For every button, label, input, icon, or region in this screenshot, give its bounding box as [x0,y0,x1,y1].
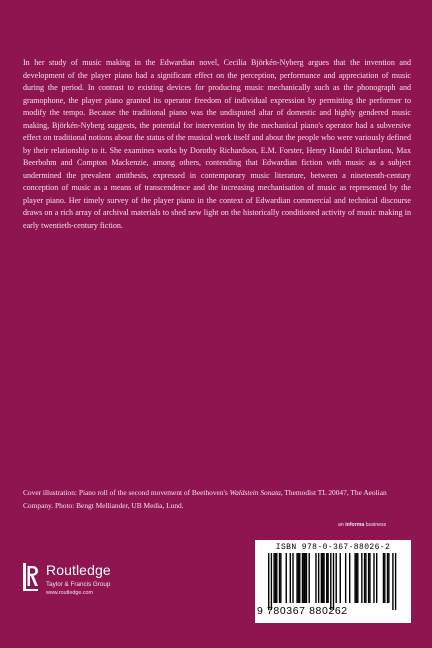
caption-work-title: Waldstein Sonata [229,488,281,497]
book-description: In her study of music making in the Edwardian novel, Cecilia Björkén-Nyberg argues that the invention and development of the player piano had a significant effect on the perception, performance and appreciation of music during the period. In contrast to existing devices for producing music mechanically such as the phonograph and gramophone, the player piano granted its operator freedom of individual expression by permitting the performer to modify the tempo. Because the traditional piano was the undisputed altar of domestic and highly gendered music making, Björkén-Nyberg suggests, the potential for intervention by the mechanical piano's operator had a subversive effect on traditional notions about the status of the musical work itself and about the people who were variously defined by their relationship to it. She examines works by Dorothy Richardson, E.M. Forster, Henry Handel Richardson, Max Beerbohm and Compton Mackenzie, among others, contending that Edwardian fiction with music as a subject undermined the prevalent antithesis, expressed in contemporary music literature, between a nineteenth-century conception of music as a means of transcendence and the increasing mechanisation of music as represented by the player piano. Her timely survey of the player piano in the context of Edwardian commercial and technical discourse draws on a rich array of archival materials to shed new light on the historically conditioned activity of music making in early twentieth-century fiction. [23,58,411,230]
barcode-bar [309,553,310,603]
barcode-bar [298,553,299,603]
barcode-bar [322,553,323,603]
publisher-group: Taylor & Francis Group [46,581,111,588]
barcode-bar [356,553,357,603]
barcode-bar [286,553,287,603]
barcode-bar [299,553,300,603]
barcode-bar [365,553,366,603]
barcode-bar [326,553,327,603]
caption-text-before: Cover illustration: Piano roll of the second movement of Beethoven's [23,488,230,497]
barcode-bar [383,553,384,603]
publisher-name: Routledge [46,562,111,578]
barcode-bar [276,553,277,603]
barcode-bar [333,553,334,610]
barcode-bar [304,553,305,603]
barcode-bar [303,553,304,603]
routledge-r-logo-icon [22,562,40,592]
ean-digits: 9 780367 880262 [257,605,348,617]
informa-prefix: an [338,522,346,528]
barcode-bar [349,553,350,603]
barcode-bar [321,553,322,603]
informa-tagline [338,522,386,528]
barcode-bar [354,553,355,603]
barcode-bar [271,553,272,610]
barcode-bar [330,553,331,610]
isbn-barcode [255,540,411,623]
informa-suffix: business [364,522,387,528]
barcode-bar [384,553,385,603]
barcode-bar [336,553,337,603]
barcode-bar [368,553,369,603]
barcode-bar [369,553,370,603]
barcode-bar [323,553,324,603]
barcode-bar [364,553,365,603]
barcode-bar [327,553,328,603]
barcode-bar [373,553,374,603]
barcode-bar [268,553,269,610]
isbn-label: ISBN 978-0-367-88026-2 [275,543,391,552]
barcode-bar [361,553,362,603]
caption-text-after: , Themodist TL 20047, The Aeolian Company. Photo: Bengt Melliander, UB Media, Lund. [23,488,387,510]
barcode-bar [357,553,358,603]
barcode-bar [279,553,280,603]
barcode-bar [387,553,388,603]
barcode-bar [292,553,293,603]
barcode-bar [388,553,389,603]
barcode-bar [392,553,393,610]
barcode-bar [273,553,274,603]
barcode-bar [315,553,316,603]
barcode-bar [275,553,276,603]
barcode-bars [265,553,405,611]
publisher-url: www.routledge.com [46,590,94,596]
barcode-bar [340,553,341,603]
cover-illustration-credit [23,487,413,513]
barcode-bar [306,553,307,603]
barcode-bar [376,553,377,603]
informa-brand: informa [345,522,365,528]
barcode-bar [395,553,396,610]
barcode-bar [290,553,291,603]
barcode-bar [302,553,303,603]
barcode-bar [296,553,297,603]
barcode-bar [280,553,281,603]
barcode-bar [345,553,346,603]
barcode-bar [318,553,319,603]
